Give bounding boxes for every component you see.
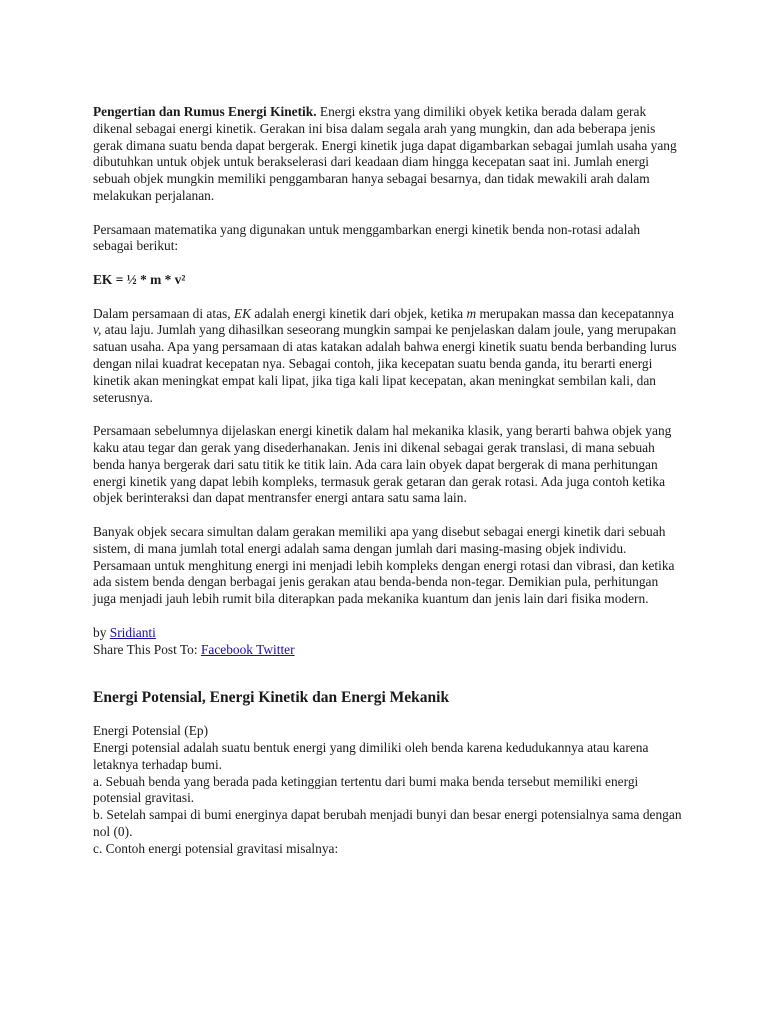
- document-page: [93, 104, 683, 858]
- share-label: Share This Post To:: [93, 641, 201, 657]
- text-segment: Dalam persamaan di atas,: [93, 305, 234, 321]
- by-label: by: [93, 624, 110, 640]
- intro-text: Energi ekstra yang dimiliki obyek ketika berada dalam gerak dikenal sebagai energi kinetik. Gerakan ini bisa dalam segala arah yang mungkin, dan ada beberapa jenis gerak dimana suatu benda dapat bergerak. Energi kinetik juga dapat digambarkan sebagai jumlah usaha yang dibutuhkan untuk objek untuk berakselerasi dari keadaan diam hingga kecepatan saat ini. Jumlah energi sebuah objek mungkin memiliki penggambaran hanya sebagai besarnya, dan tidak mewakili arah dalam melakukan perjalanan.: [93, 104, 677, 203]
- section-line-point-b: b. Setelah sampai di bumi energinya dapat berubah menjadi bunyi dan besar energi potensialnya sama dengan nol (0).: [93, 807, 682, 840]
- symbol-ek: EK: [233, 305, 252, 321]
- text-segment: atau laju. Jumlah yang dihasilkan seseorang mungkin sampai ke penjelaskan dalam joule, yang merupakan satuan usaha. Apa yang persamaan di atas katakan adalah bahwa energi kinetik suatu benda berbanding lurus dengan nilai kuadrat kecepatan nya. Sebagai contoh, jika kecepatan suatu benda ganda, itu berarti energi kinetik akan meningkat empat kali lipat, jika tiga kali lipat kecepatan, akan meningkat sembilan kali, dan seterusnya.: [93, 322, 677, 405]
- intro-lead: Pengertian dan Rumus Energi Kinetik.: [93, 104, 317, 119]
- intro-paragraph: [93, 104, 683, 205]
- equation-explanation-paragraph: [93, 306, 683, 407]
- text-segment: adalah energi kinetik dari objek, ketika: [251, 305, 467, 321]
- classical-mechanics-paragraph: Persamaan sebelumnya dijelaskan energi kinetik dalam hal mekanika klasik, yang berarti bahwa objek yang kaku atau tegar dan gerak yang disederhanakan. Jenis ini dikenal sebagai gerak translasi, di mana sebuah benda hanya bergerak dari satu titik ke titik lain. Ada cara lain obyek dapat bergerak di mana perhitungan energi kinetik yang dapat lebih kompleks, termasuk gerak getaran dan gerak rotasi. Ada juga contoh ketika objek berinteraksi dan dapat mentransfer energi antara satu sama lain.: [93, 423, 672, 506]
- author-line: [93, 625, 683, 642]
- section-line-point-c: c. Contoh energi potensial gravitasi misalnya:: [93, 840, 339, 856]
- section-title: Energi Potensial, Energi Kinetik dan Energi Mekanik: [93, 689, 450, 707]
- symbol-v: v,: [93, 322, 102, 338]
- share-line: [93, 642, 683, 659]
- section-line-definition: Energi potensial adalah suatu bentuk energi yang dimiliki oleh benda karena kedudukannya atau karena letaknya terhadap bumi.: [93, 740, 649, 772]
- section-line-heading: Energi Potensial (Ep): [93, 723, 209, 739]
- text-segment: merupakan massa dan kecepatannya: [476, 305, 674, 321]
- symbol-m: m: [466, 305, 477, 321]
- section-line-point-a: a. Sebuah benda yang berada pada ketinggian tertentu dari bumi maka benda tersebut memiliki energi potensial gravitasi.: [93, 773, 639, 806]
- share-links[interactable]: Facebook Twitter: [200, 641, 295, 657]
- system-energy-paragraph: Banyak objek secara simultan dalam gerakan memiliki apa yang disebut sebagai energi kinetik dari sebuah sistem, di mana jumlah total energi adalah sama dengan jumlah dari masing-masing objek individu. Persamaan untuk menghitung energi ini menjadi lebih kompleks dengan energi rotasi dan vibrasi, dan ketika ada sistem benda dengan berbagai jenis gerakan atau benda-benda non-tegar. Demikian pula, perhitungan juga menjadi jauh lebih rumit bila diterapkan pada mekanika kuantum dan jenis lain dari fisika modern.: [93, 523, 675, 607]
- equation-intro-paragraph: Persamaan matematika yang digunakan untuk menggambarkan energi kinetik benda non-rotasi adalah sebagai berikut:: [93, 221, 641, 254]
- author-link[interactable]: Sridianti: [109, 624, 156, 640]
- kinetic-energy-formula: EK = ½ * m * v²: [93, 271, 186, 287]
